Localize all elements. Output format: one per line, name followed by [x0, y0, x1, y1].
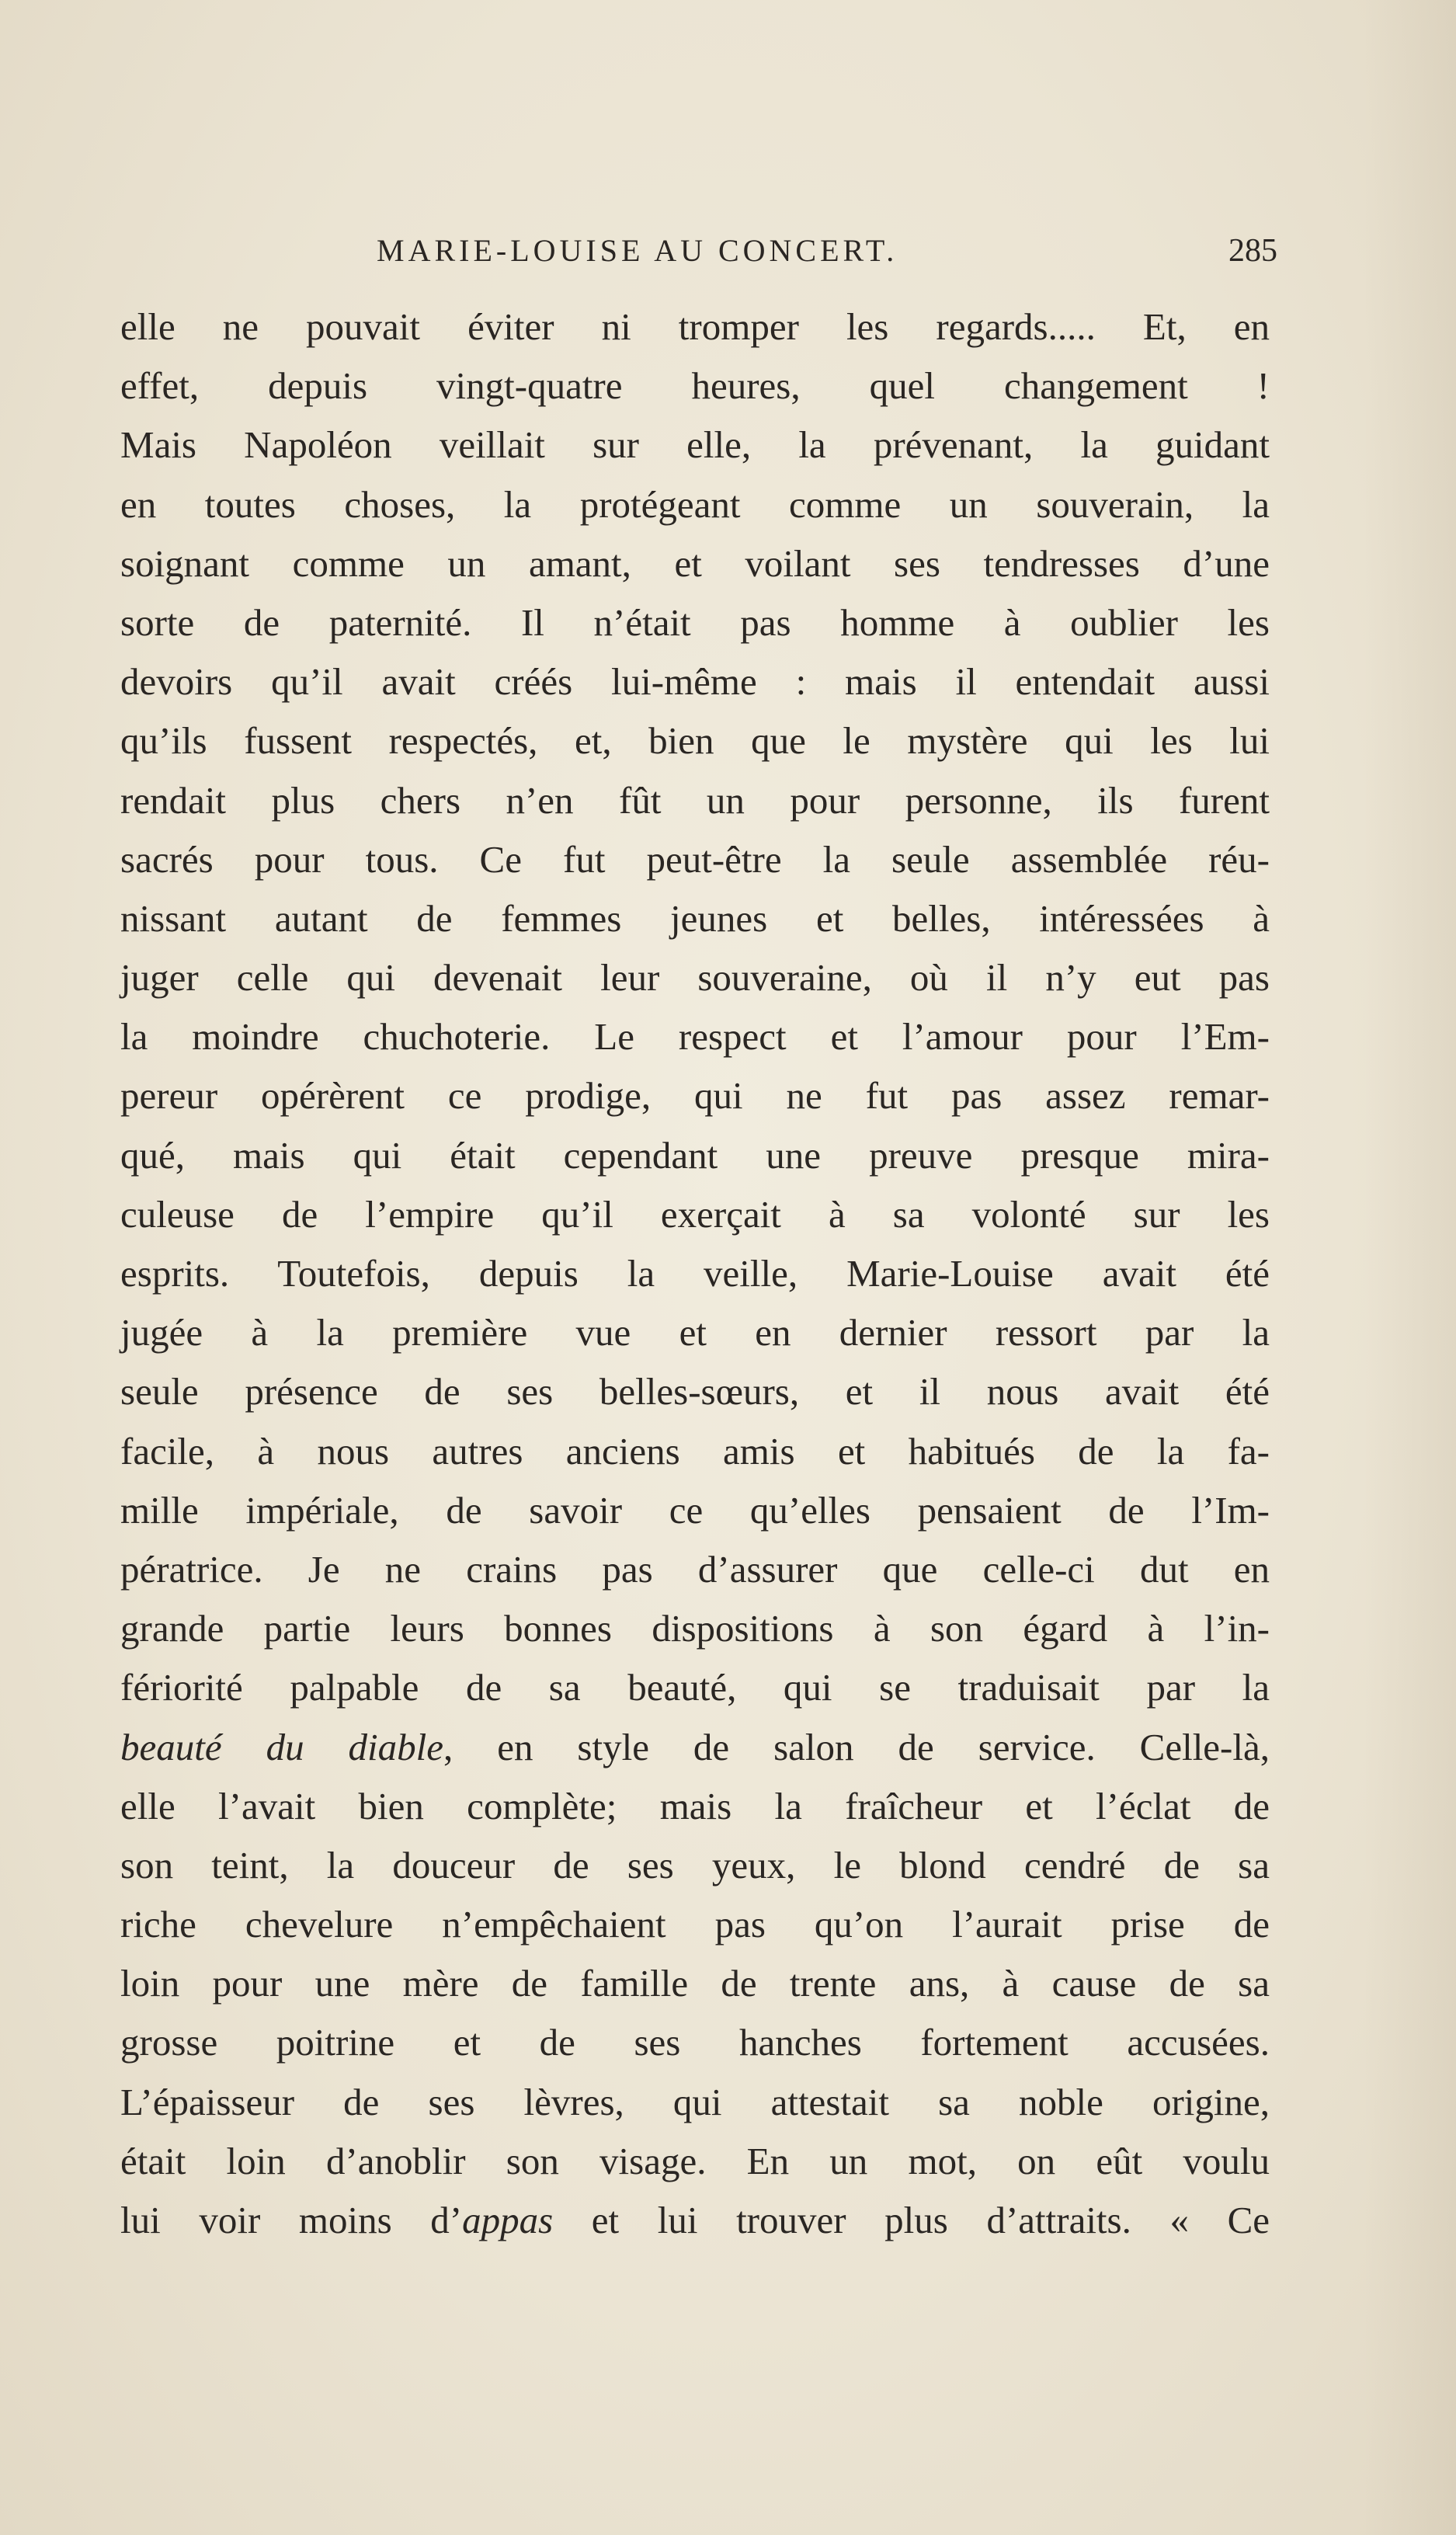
line-text: effet, depuis vingt-quatre heures, quel changement !	[120, 364, 1270, 408]
running-title: MARIE-LOUISE AU CONCERT.	[377, 233, 898, 268]
text-line	[120, 593, 1270, 652]
line-text: pereur opérèrent ce prodige, qui ne fut pas assez remar-	[120, 1074, 1270, 1118]
text-line	[120, 1126, 1270, 1185]
line-text: facile, à nous autres anciens amis et habitués de la fa-	[120, 1429, 1270, 1473]
line-text: qué, mais qui était cependant une preuve presque mira-	[120, 1133, 1270, 1177]
line-text: jugée à la première vue et en dernier ressort par la	[120, 1311, 1270, 1354]
text-line	[120, 948, 1270, 1007]
line-text: mille impériale, de savoir ce qu’elles pensaient de l’Im-	[120, 1488, 1270, 1532]
text-line	[120, 2191, 1270, 2250]
line-text: qu’ils fussent respectés, et, bien que le mystère qui les lui	[120, 719, 1270, 763]
text-line	[120, 1481, 1270, 1540]
line-text: L’épaisseur de ses lèvres, qui attestait sa noble origine,	[120, 2080, 1270, 2123]
line-text: sacrés pour tous. Ce fut peut-être la seule assemblée réu-	[120, 837, 1270, 881]
text-line	[120, 1303, 1270, 1362]
line-text: son teint, la douceur de ses yeux, le blond cendré de sa	[120, 1843, 1270, 1886]
text-line	[120, 2073, 1270, 2132]
italic-phrase: appas	[462, 2199, 554, 2241]
text-line	[120, 2013, 1270, 2072]
line-text: sorte de paternité. Il n’était pas homme à oublier les	[120, 600, 1270, 644]
text-line	[120, 830, 1270, 889]
text-line	[120, 2132, 1270, 2191]
line-text: en toutes choses, la protégeant comme un souverain, la	[120, 482, 1270, 526]
text-line	[120, 889, 1270, 948]
text-line	[120, 1895, 1270, 1954]
line-text: et lui trouver plus d’attraits. « Ce	[553, 2199, 1270, 2241]
line-text: grosse poitrine et de ses hanches fortement accusées.	[120, 2021, 1270, 2064]
text-line	[120, 1836, 1270, 1895]
line-text: était loin d’anoblir son visage. En un mot, on eût voulu	[120, 2139, 1270, 2182]
line-text: elle l’avait bien complète; mais la fraîcheur et l’éclat de	[120, 1784, 1270, 1827]
line-text: fériorité palpable de sa beauté, qui se traduisait par la	[120, 1666, 1270, 1709]
line-text: pératrice. Je ne crains pas d’assurer que celle-ci dut en	[120, 1547, 1270, 1591]
text-line	[120, 1599, 1270, 1658]
text-line	[120, 475, 1270, 534]
text-line	[120, 356, 1270, 416]
line-text: , en style de salon de service. Celle-là,	[443, 1725, 1270, 1768]
line-text: la moindre chuchoterie. Le respect et l’amour pour l’Em-	[120, 1015, 1270, 1059]
body-text	[120, 297, 1270, 2250]
line-text: elle ne pouvait éviter ni tromper les regards..... Et, en	[120, 305, 1270, 348]
page-number: 285	[1228, 233, 1277, 269]
line-text: soignant comme un amant, et voilant ses tendresses d’une	[120, 541, 1270, 585]
line-text: rendait plus chers n’en fût un pour personne, ils furent	[120, 778, 1270, 822]
text-line	[120, 1954, 1270, 2013]
line-text: seule présence de ses belles-sœurs, et il nous avait été	[120, 1370, 1270, 1414]
text-line	[120, 416, 1270, 475]
text-line	[120, 1777, 1270, 1836]
text-line	[120, 1007, 1270, 1066]
line-text: esprits. Toutefois, depuis la veille, Marie-Louise avait été	[120, 1252, 1270, 1295]
text-line	[120, 1362, 1270, 1421]
line-text: juger celle qui devenait leur souveraine, où il n’y eut pas	[120, 956, 1270, 1000]
running-head	[120, 228, 1277, 274]
text-line	[120, 1066, 1270, 1125]
text-line	[120, 1244, 1270, 1303]
text-line	[120, 1658, 1270, 1717]
text-line	[120, 1540, 1270, 1599]
line-text: devoirs qu’il avait créés lui-même : mais il entendait aussi	[120, 660, 1270, 704]
page-edge-shadow	[1363, 0, 1456, 2535]
text-line	[120, 711, 1270, 770]
line-text: lui voir moins d’	[120, 2199, 463, 2241]
text-line	[120, 771, 1270, 830]
text-line	[120, 297, 1270, 356]
text-line	[120, 652, 1270, 711]
line-text: culeuse de l’empire qu’il exerçait à sa volonté sur les	[120, 1192, 1270, 1236]
line-text: riche chevelure n’empêchaient pas qu’on l’aurait prise de	[120, 1903, 1270, 1946]
line-text: Mais Napoléon veillait sur elle, la prévenant, la guidant	[120, 423, 1270, 467]
text-line	[120, 1185, 1270, 1244]
line-text: grande partie leurs bonnes dispositions à son égard à l’in-	[120, 1607, 1270, 1650]
line-text: loin pour une mère de famille de trente ans, à cause de sa	[120, 1962, 1270, 2005]
text-line	[120, 1422, 1270, 1481]
italic-phrase: beauté du diable	[120, 1725, 443, 1768]
line-text: nissant autant de femmes jeunes et belles, intéressées à	[120, 896, 1270, 940]
text-line	[120, 1718, 1270, 1777]
text-line	[120, 534, 1270, 593]
